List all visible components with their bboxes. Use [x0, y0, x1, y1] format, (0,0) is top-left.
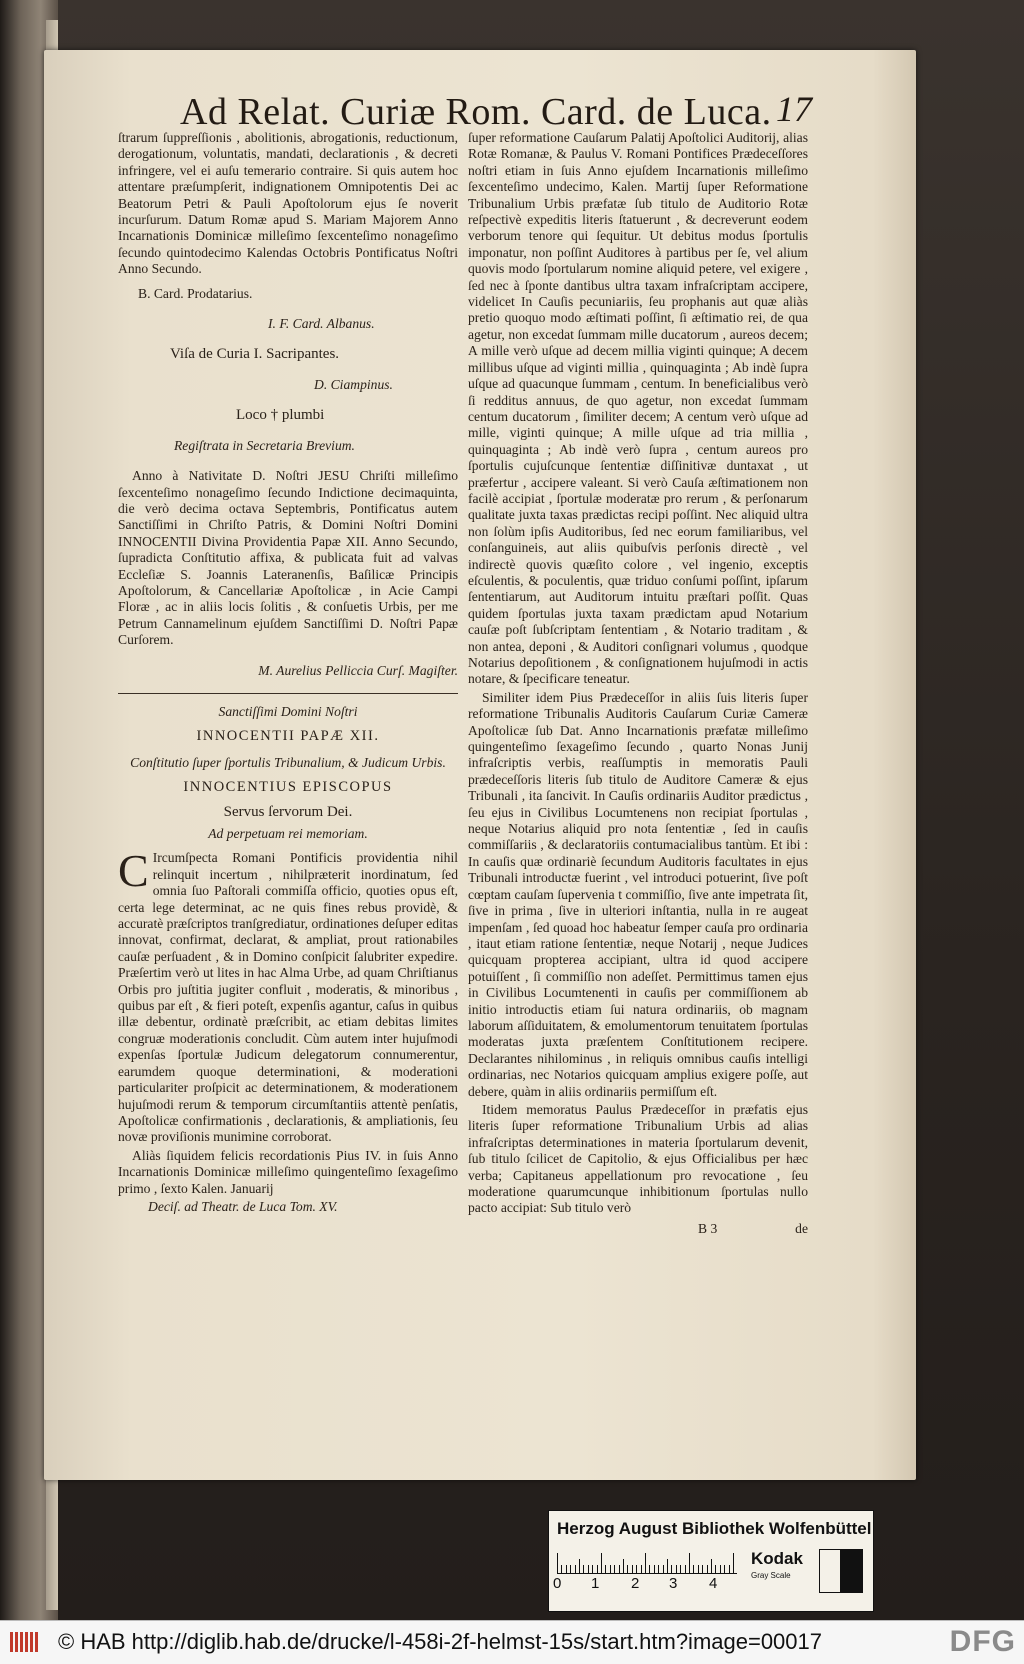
library-name: Herzog August Bibliothek Wolfenbüttel: [557, 1519, 872, 1538]
left-paragraph-text: Ircumſpecta Romani Pontificis providentia nihil relinquit incertum , nihilpræterit inordinatum, ſed omnia ſuo Paſtorali commiſſa officio, quoties opus eſt, certa lege determinat, ac ne quis fines rebus providè, & accuratè præſcriptos tranſgrediatur, ordinationes deſuper editas innovat, confirmat, declarat, & ampliat, prout rationabiles cauſæ perſuadent , & in Domino conſpicit ſalubriter expedire. Præſertim verò ut lites in hac Alma Urbe, ad quam Chriſtianus Orbis pro juſtitia jugiter confluit , moderatis, & minoribus , quibus par eſt , & fieri poteſt, expenſis agantur, caſus in quibus illæ debentur, ordinatè præſcribit, ac etiam debitas limites congruæ moderationis concludit. Cùm autem inter hujuſmodi expenſas ſportulæ Judicum delegatorum connumerentur, earumdem quoque determinationi, & moderationi particulariter proſpicit ac determinationem, & moderationem hujuſmodi rerum & temporum circumſtantiis attentè penſatis, Apoſtolicæ confirmationis , declarationis, & ampliationis, ſeu novæ proviſionis munimine corroborat.: [118, 850, 458, 1145]
scale-tick: [601, 1553, 602, 1573]
signature-mark: B 3: [698, 1220, 718, 1236]
scale-tick: [671, 1565, 672, 1573]
scale-tick: [579, 1559, 580, 1573]
right-column: [468, 130, 808, 1239]
black-patch: [841, 1549, 863, 1593]
section-heading: Conſtitutio ſuper ſportulis Tribunalium, & Judicum Urbis.: [130, 754, 446, 770]
scale-tick: [636, 1565, 637, 1573]
section-divider: [118, 693, 458, 694]
scale-number: 0: [553, 1575, 562, 1592]
scale-tick: [645, 1553, 646, 1573]
catchword: de: [795, 1220, 808, 1236]
left-paragraph: [118, 845, 458, 1145]
scale-tick: [614, 1565, 615, 1573]
scale-tick: [619, 1565, 620, 1573]
signature-albanus: I. F. Card. Albanus.: [268, 316, 375, 332]
scale-tick: [588, 1565, 589, 1573]
scale-tick: [641, 1565, 642, 1573]
scale-tick: [592, 1565, 593, 1573]
right-paragraph: Similiter idem Pius Prædeceſſor in aliis ſuis literis ſuper reformatione Tribunalis Auditoris Cauſarum Curiæ Cameræ Apoſtolicæ ſub Dat. Anno Incarnationis præfatæ milleſimo quingenteſimo ſexageſimo ſecundo , quarto Nonas Junij infraſcriptis verbis, reaſſumptis in memoratis Pauli prædeceſſoris literis ſub titulo de Auditore Cameræ & ejus Tribunali , ita ſancivit. In Cauſis ordinariis Auditor prædictus , ſeu ejus in Civilibus Locumtenens non recipiat ſportulas , neque Notarius aliquid pro nota ſententiæ , ſed in cauſis commiſſariis , & declaratoriis contumacialibus tantùm. Et ibi : In cauſis quæ ordinariè ſecundum Auditoris facultates in ejus Tribunali introductæ fuerint , vel introduci potuerint, ſive poſt cœptam cauſam ſupervenia t commiſſio, ſive ante impetrata ſit, ſive in prima , ſive in ulteriori inſtantia, nulla in re augeat impenſam , ſed quoad hoc habeatur ſemper cauſa pro ordinaria , itaut etiam ratione ſententiæ, neque Notarij , neque Judices quicquam propterea accipiant, ultra id quod accipere potuiſſent , ſi commiſſio non adeſſet. Permittimus tamen ejus in Civilibus Locumtenenti in cauſis per commiſſionem ab initio introductis etiam ſui natura ordinariis, ob magnam laborum aſſiduitatem, & emolumentorum tenuitatem ſportulas moderatas juxta præſentem Conſtitutionem recipere. Declarantes nihilominus , in reliquis omnibus cauſis intelligi ordinarias, nec Notarios quicquam amplius exigere poſſe, aut debere, quàm in aliis ordinariis permiſſum eſt.: [468, 689, 808, 1099]
scale-tick: [702, 1565, 703, 1573]
scale-tick: [689, 1553, 690, 1573]
scale-tick: [663, 1565, 664, 1573]
scale-tick: [715, 1565, 716, 1573]
seal-note: Loco † plumbi: [236, 407, 325, 424]
scale-ruler: [557, 1551, 737, 1574]
scale-tick: [632, 1565, 633, 1573]
left-paragraph: ſtrarum ſuppreſſionis , abolitionis, abrogationis, reductionum, derogationum, voluntatis, mandati, declarationis , & decreti infringere, vel ei auſu temerario contraire. Si quis autem hoc attentare præſumpſerit, indignationem Omnipotentis Dei ac Beatorum Petri & Pauli Apoſtolorum ejus ſe noverit incurſurum. Datum Romæ apud S. Mariam Majorem Anno Incarnationis Dominicæ milleſimo ſexcenteſimo nonageſimo ſecundo quintodecimo Kalendas Octobris Pontificatus Noſtri Anno Secundo.: [118, 130, 458, 277]
scale-number: 1: [591, 1575, 600, 1592]
scale-number: 2: [631, 1575, 640, 1592]
copyright-link[interactable]: © HAB http://diglib.hab.de/drucke/l-458i-2f-helmst-15s/start.htm?image=00017: [58, 1629, 822, 1654]
right-paragraph: Itidem memoratus Paulus Prædeceſſor in præfatis ejus literis ſuper reformatione Tribunalium Urbis ad alias infraſcriptas determinationes in materia ſportularum devenit, ſub titulo ſcilicet de Capitolio, & ejus Officialibus per hæc verba; Capitaneus appellationum pro revocatione , ſeu moderatione quarumcunque inhibitionum ſportulas nullo pacto accipiat: Sub titulo verò: [468, 1101, 808, 1216]
scale-number: 3: [669, 1575, 678, 1592]
dfg-logo: DFG: [949, 1625, 1016, 1658]
signature-magister: M. Aurelius Pelliccia Curſ. Magiſter.: [258, 662, 458, 678]
footer-bar: [0, 1620, 1024, 1664]
scale-tick: [583, 1565, 584, 1573]
scale-tick: [733, 1553, 734, 1573]
drop-cap: C: [118, 845, 149, 897]
section-heading: INNOCENTII PAPÆ XII.: [196, 728, 380, 745]
right-paragraph: ſuper reformatione Cauſarum Palatij Apoſtolici Auditorij, alias Rotæ Romanæ, & Paulus V. Romani Pontifices Prædeceſſores noſtri etiam in ſuis Anno ejuſdem Incarnationis milleſimo ſexcenteſimo undecimo, Kalen. Martij ſuper Reformatione Tribunalium Urbis præfatæ ſub titulo de Auditorio Rotæ reſpectivè expeditis literis ſtatuerunt , & decreverunt eodem verborum tenore qui ſequitur. Ut debitus modus ſportulis imponatur, non poſſint Auditores à partibus per ſe, vel alium quovis modo ſportularum nomine aliquid petere, vel exigere , ſed nec à ſponte dantibus ultra taxam infraſcriptam accipere, videlicet In Cauſis pecuniariis, ſeu prophanis aut quæ aliàs pretio quoquo modo æſtimati poſſint, ſi æſtimatio rei, de qua agetur, non excedat ſummam mille ducatorum , aureos decem; A mille verò uſque ad decem millia viginti quinque; A decem millibus uſque ad viginti millia , quinquaginta ; Ab indè ſupra uſque ad quacunque ſummam , centum. In beneficialibus verò ſi redditus annuus, de quo agetur, non excedat ſummam centum ducatorum , ſimiliter decem; A centum verò uſque ad mille, viginti quinque; A mille uſque ad tria millia , quinquaginta ; Ab indè verò ſupra , centum aureos pro ſportulis cujuſcunque ſententiæ diſſinitivæ duntaxat , ut præfertur , accipere valeant. Si verò Cauſa æſtimationem non facilè accipiat , ſportulæ moderatæ pro rerum , & perſonarum qualitate juxta taxas prædictas recipi poſſint. Nec aliquid ultra non ſolùm ipſis Auditoribus, ſed nec eorum familiaribus, vel conſanguineis, aut aliis quibuſvis perſonis directè , vel indirectè quovis quæſito colore , vel ingenio, exceptis eſculentis, & poculentis, quæ triduo conſumi poſſint, ipſarum ſententiarum, aut Auditorum intuitu præſtari poſſit. Quas quidem ſportulas juxta taxam prædictam apud Notarium cauſæ poſt ſubſcriptam ſententiam , & Notario traditam , & non antea, deponi , & Auditori conſignari volumus , quodque Notarius depoſitionem , & conſignationem hujuſmodi in actis notare, & ſpecificare teneatur.: [468, 130, 808, 687]
scale-tick: [667, 1559, 668, 1573]
scale-tick: [711, 1559, 712, 1573]
scale-tick: [698, 1565, 699, 1573]
scale-tick: [654, 1565, 655, 1573]
scale-tick: [680, 1565, 681, 1573]
scale-tick: [570, 1565, 571, 1573]
section-heading: Ad perpetuam rei memoriam.: [208, 826, 368, 841]
page-number: 17: [776, 89, 812, 129]
scale-tick: [693, 1565, 694, 1573]
signature-prodatarius: B. Card. Prodatarius.: [138, 285, 253, 301]
kodak-brand: Kodak: [751, 1549, 803, 1568]
scale-number: 4: [709, 1575, 718, 1592]
scale-tick: [720, 1565, 721, 1573]
signature-line: [468, 1221, 808, 1237]
white-patch: [819, 1549, 841, 1593]
left-column: [118, 130, 458, 1217]
scale-tick: [561, 1565, 562, 1573]
left-paragraph: Anno à Nativitate D. Noſtri JESU Chriſti milleſimo ſexcenteſimo nonageſimo ſecundo Indictione decimaquinta, die verò decima octava Septembris, Pontificatus autem Sanctiſſimi in Chriſto Patris, & Domini Noſtri Domini INNOCENTII Divina Providentia Papæ XII. Anno Secundo, ſupradicta Conſtitutio affixa, & publicata fuit ad valvas Eccleſiæ S. Joannis Lateranenſis, Baſilicæ Principis Apoſtolorum, & Cancellariæ Apoſtolicæ , in Acie Campi Floræ , ac in aliis locis ſolitis , & conſuetis Urbis, per me Petrum Cannamelinum ejuſdem Sanctiſſimi D. Noſtri Papæ Curſorem.: [118, 468, 458, 648]
section-heading: Sanctiſſimi Domini Noſtri: [218, 703, 358, 719]
kodak-label: [751, 1549, 817, 1593]
left-paragraph: Aliàs ſiquidem felicis recordationis Pius IV. in ſuis Anno Incarnationis Dominicæ milleſimo quingenteſimo ſexageſimo primo , ſexto Kalen. Januarij: [118, 1147, 458, 1196]
scale-tick: [676, 1565, 677, 1573]
signature-ciampinus: D. Ciampinus.: [314, 376, 393, 392]
scale-tick: [649, 1565, 650, 1573]
scale-tick: [566, 1565, 567, 1573]
scale-tick: [597, 1565, 598, 1573]
color-target: [548, 1510, 874, 1612]
scale-tick: [575, 1565, 576, 1573]
scale-tick: [724, 1565, 725, 1573]
scale-tick: [605, 1565, 606, 1573]
section-heading: Servus ſervorum Dei.: [223, 803, 353, 820]
scale-tick: [729, 1565, 730, 1573]
scale-tick: [610, 1565, 611, 1573]
footline: Deciſ. ad Theatr. de Luca Tom. XV.: [148, 1198, 338, 1214]
scale-tick: [707, 1565, 708, 1573]
page-header-title: Ad Relat. Curiæ Rom. Card. de Luca.: [180, 91, 772, 133]
scale-tick: [623, 1559, 624, 1573]
signature-sacripantes: Viſa de Curia I. Sacripantes.: [170, 346, 340, 363]
registration-note: Regiſtrata in Secretaria Brevium.: [174, 437, 355, 453]
scale-tick: [685, 1565, 686, 1573]
gray-scale-label: Gray Scale: [751, 1571, 791, 1580]
scale-tick: [658, 1565, 659, 1573]
gray-swatch: [819, 1549, 863, 1593]
scale-tick: [627, 1565, 628, 1573]
section-heading: INNOCENTIUS EPISCOPUS: [183, 779, 393, 796]
scale-tick: [557, 1553, 558, 1573]
hab-logo-icon: [8, 1629, 44, 1655]
